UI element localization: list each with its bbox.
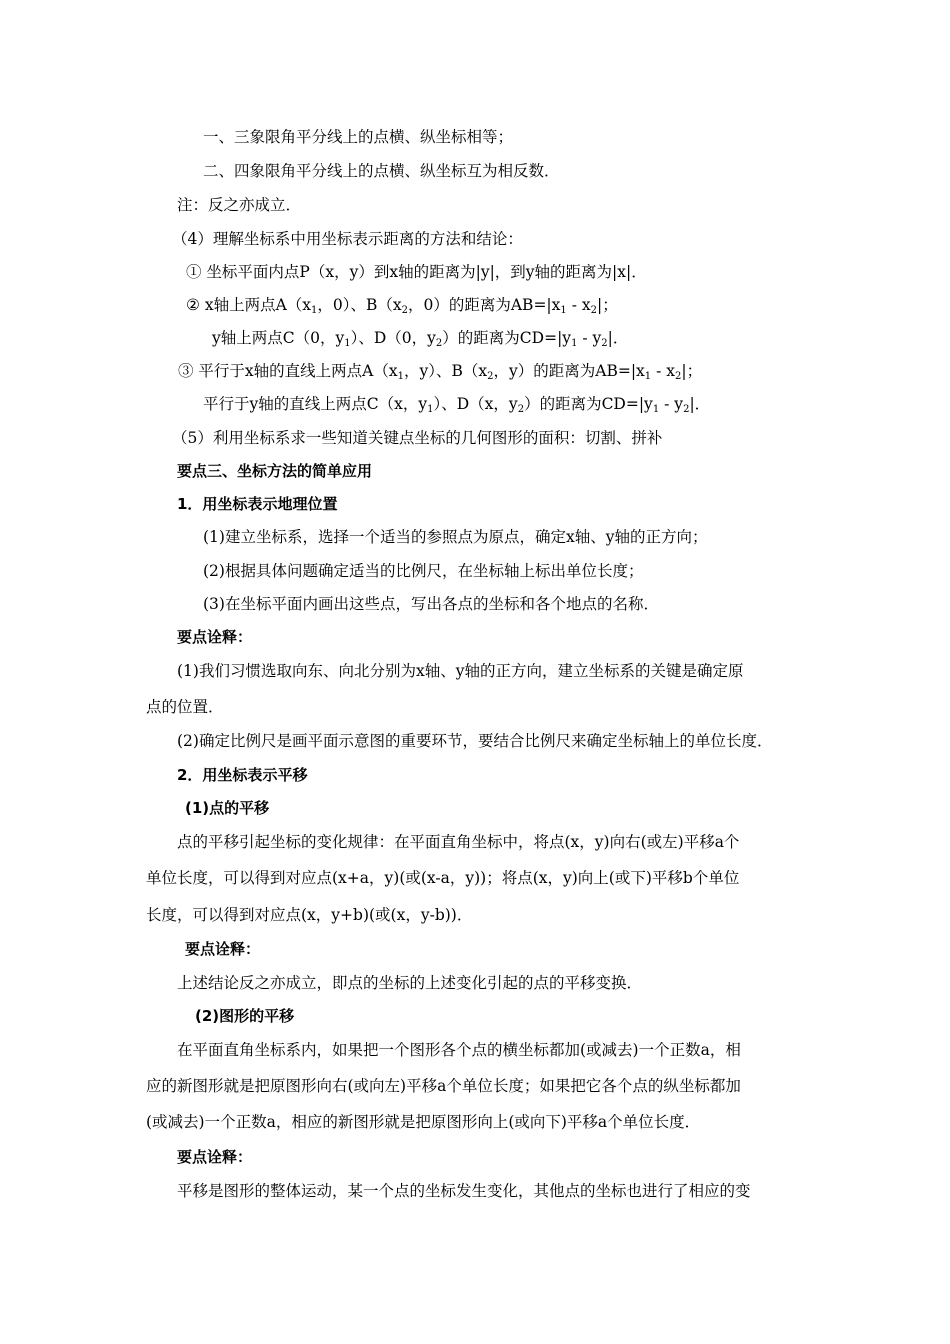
text-line: （4）理解坐标系中用坐标表示距离的方法和结论： (172, 230, 523, 248)
subsubsection-heading: (2)图形的平移 (195, 1007, 295, 1025)
text-line: y轴上两点C（0，$y_1$）、D（0，$y_2$）的距离为$CD=|y_1 - y_2|$． (212, 329, 629, 349)
note-heading: 要点诠释： (177, 1148, 253, 1166)
subsection-heading: 2．用坐标表示平移 (177, 766, 308, 784)
text-line: 应的新图形就是把原图形向右(或向左)平移a个单位长度；如果把它各个点的纵坐标都加 (146, 1077, 741, 1095)
text-line: ③ 平行于x轴的直线上两点$A(x_1$，y）、$B(x_2$，y）的距离为$AB=|x_1 - x_2|$； (178, 362, 703, 382)
text-line: 长度，可以得到对应点(x，y+b)(或(x，y-b))． (146, 906, 473, 924)
text-line: ② x轴上两点$A(x_1$，0）、$B(x_2$，0）的距离为$AB=|x_1 - x_2|$； (186, 296, 618, 316)
section-heading: 要点三、坐标方法的简单应用 (177, 462, 373, 480)
text-line: (2)根据具体问题确定适当的比例尺，在坐标轴上标出单位长度； (203, 562, 644, 580)
subsection-heading: 1．用坐标表示地理位置 (177, 495, 338, 513)
text-line: 上述结论反之亦成立，即点的坐标的上述变化引起的点的平移变换． (177, 974, 643, 992)
note-heading: 要点诠释： (185, 940, 261, 958)
text-line: ① 坐标平面内点P（x，y）到x轴的距离为|y|，到y轴的距离为|x|． (186, 263, 647, 281)
text-line: 二、四象限角平分线上的点横、纵坐标互为相反数． (203, 162, 560, 180)
text-line: 在平面直角坐标系内，如果把一个图形各个点的横坐标都加(或减去)一个正数a，相 (177, 1041, 741, 1059)
text-line: 平移是图形的整体运动，某一个点的坐标发生变化，其他点的坐标也进行了相应的变 (177, 1182, 751, 1200)
text-line: 注：反之亦成立． (177, 196, 302, 214)
text-line: 一、三象限角平分线上的点横、纵坐标相等； (203, 128, 514, 146)
text-line: (1)建立坐标系，选择一个适当的参照点为原点，确定x轴、y轴的正方向； (203, 528, 708, 546)
text-line: 平行于y轴的直线上两点C（x，$y_1$）、D（x，$y_2$）的距离为$CD=|y_1 - y_2|$． (203, 395, 711, 415)
text-line: (3)在坐标平面内画出这些点，写出各点的坐标和各个地点的名称． (203, 595, 659, 613)
text-line: (1)我们习惯选取向东、向北分别为x轴、y轴的正方向，建立坐标系的关键是确定原 (177, 662, 744, 680)
text-line: （5）利用坐标系求一些知道关键点坐标的几何图形的面积：切割、拼补 (172, 429, 663, 447)
text-line: 单位长度，可以得到对应点(x+a，y)(或(x-a，y))；将点(x，y)向上(或下)平移b个单位 (146, 869, 740, 887)
text-line: (或减去)一个正数a，相应的新图形就是把原图形向上(或向下)平移a个单位长度． (146, 1113, 701, 1131)
text-line: 点的位置． (146, 698, 224, 716)
text-line: (2)确定比例尺是画平面示意图的重要环节，要结合比例尺来确定坐标轴上的单位长度． (177, 732, 773, 750)
note-heading: 要点诠释： (177, 628, 253, 646)
subsubsection-heading: (1)点的平移 (185, 799, 270, 817)
text-line: 点的平移引起坐标的变化规律：在平面直角坐标中，将点(x，y)向右(或左)平移a个 (177, 833, 740, 851)
